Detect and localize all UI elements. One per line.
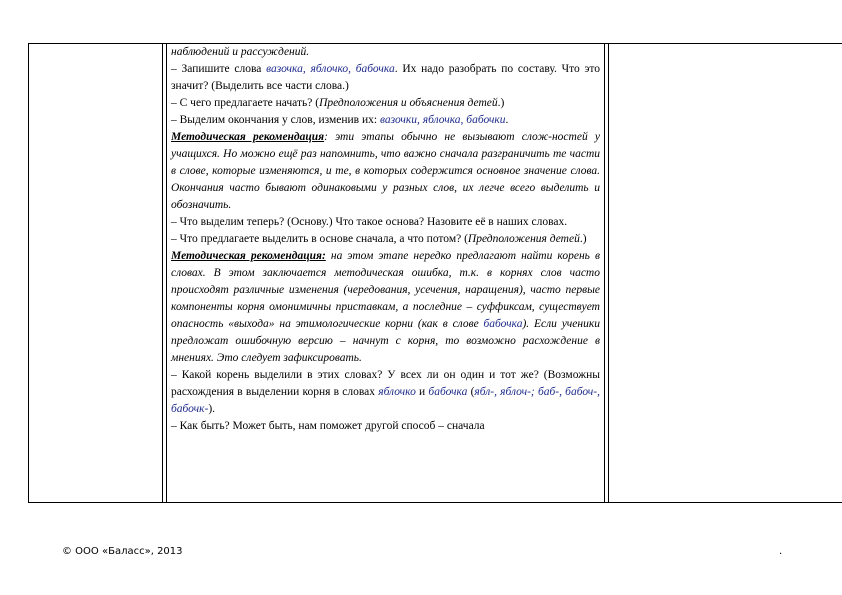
methodical-recommendation bbox=[171, 129, 600, 214]
text-paragraph bbox=[171, 95, 600, 112]
footer-copyright: © ООО «Баласс», 2013 bbox=[62, 546, 183, 557]
italic-text: Предположения детей bbox=[467, 233, 580, 245]
text-paragraph bbox=[171, 61, 600, 95]
text-paragraph: – Что выделим теперь? (Основу.) Что такое основа? Назовите её в наших словах. bbox=[171, 216, 568, 228]
highlighted-words: вазочки, яблочка, бабочки bbox=[379, 114, 506, 126]
recommendation-text: на этом этапе нередко предлагают найти корень в словах. В этом заключается методическая ошибка, т.к. в корнях слов часто происходят различные изменения (чередования, усечения, наращения), часто первые компоненты корня омонимичны приставкам, а последние – суффиксам, существует опасность «выхода» на этимологические корни (как в слове bbox=[171, 250, 600, 330]
text-paragraph bbox=[171, 112, 600, 129]
highlighted-word: бабочка bbox=[483, 318, 523, 330]
methodical-recommendation bbox=[171, 248, 600, 367]
italic-text: Предположения и объяснения детей bbox=[319, 97, 498, 109]
text-paragraph bbox=[171, 231, 600, 248]
text-span: .) bbox=[579, 233, 587, 245]
highlighted-word: бабочка bbox=[428, 386, 468, 398]
text-span: – Выделим окончания у слов, изменив их: bbox=[171, 114, 380, 126]
text-cell bbox=[166, 44, 605, 502]
text-span: – Запишите слова bbox=[171, 63, 267, 75]
highlighted-words: вазочка, яблочко, бабочка bbox=[266, 63, 395, 75]
text-span: – Какой корень выделили в этих словах? У всех ли он один и тот же? (Возможны расхождения в выделении корня в словах bbox=[171, 369, 600, 398]
text-paragraph: – Как быть? Может быть, нам поможет другой способ – сначала bbox=[171, 420, 485, 432]
highlighted-word: яблочко bbox=[378, 386, 416, 398]
lesson-table bbox=[28, 43, 842, 503]
text-span: – С чего предлагаете начать? ( bbox=[171, 97, 320, 109]
recommendation-label: Методическая рекомендация bbox=[171, 131, 325, 143]
text-span: – Что предлагаете выделить в основе сначала, а что потом? ( bbox=[171, 233, 468, 245]
recommendation-text: : эти этапы обычно не вызывают слож-ностей у учащихся. Но можно ещё раз напомнить, что важно сначала разграничить те части в слове, которые изменяются, и те, в которых содержится основное значение слова. Окончания часто бывают одинаковыми у разных слов, их легче всего выделить и обозначить. bbox=[171, 131, 600, 211]
text-span: ( bbox=[467, 386, 475, 398]
text-span: и bbox=[415, 386, 429, 398]
text-span: . Их надо разобрать по составу. Что это значит? (Выделить все части слова.) bbox=[171, 63, 601, 92]
table-column-right bbox=[609, 44, 842, 502]
text-span: . bbox=[505, 114, 509, 126]
highlighted-roots: ябл-, яблоч-; баб-, бабоч-, бабочк- bbox=[171, 386, 600, 415]
text-span: .) bbox=[497, 97, 505, 109]
recommendation-label: Методическая рекомендация: bbox=[171, 250, 326, 262]
recommendation-text: ). Если ученики предложат ошибочную версию – начнут с корня, то возможно расхождение в мнениях. Это следует зафиксировать. bbox=[171, 318, 600, 364]
table-column-left bbox=[29, 44, 163, 502]
lesson-text bbox=[167, 44, 604, 435]
text-span: ). bbox=[208, 403, 216, 415]
table-column-middle bbox=[163, 44, 609, 502]
footer-dot: . bbox=[779, 546, 783, 557]
text-paragraph bbox=[171, 367, 600, 418]
text-line: наблюдений и рассуждений. bbox=[171, 46, 310, 58]
